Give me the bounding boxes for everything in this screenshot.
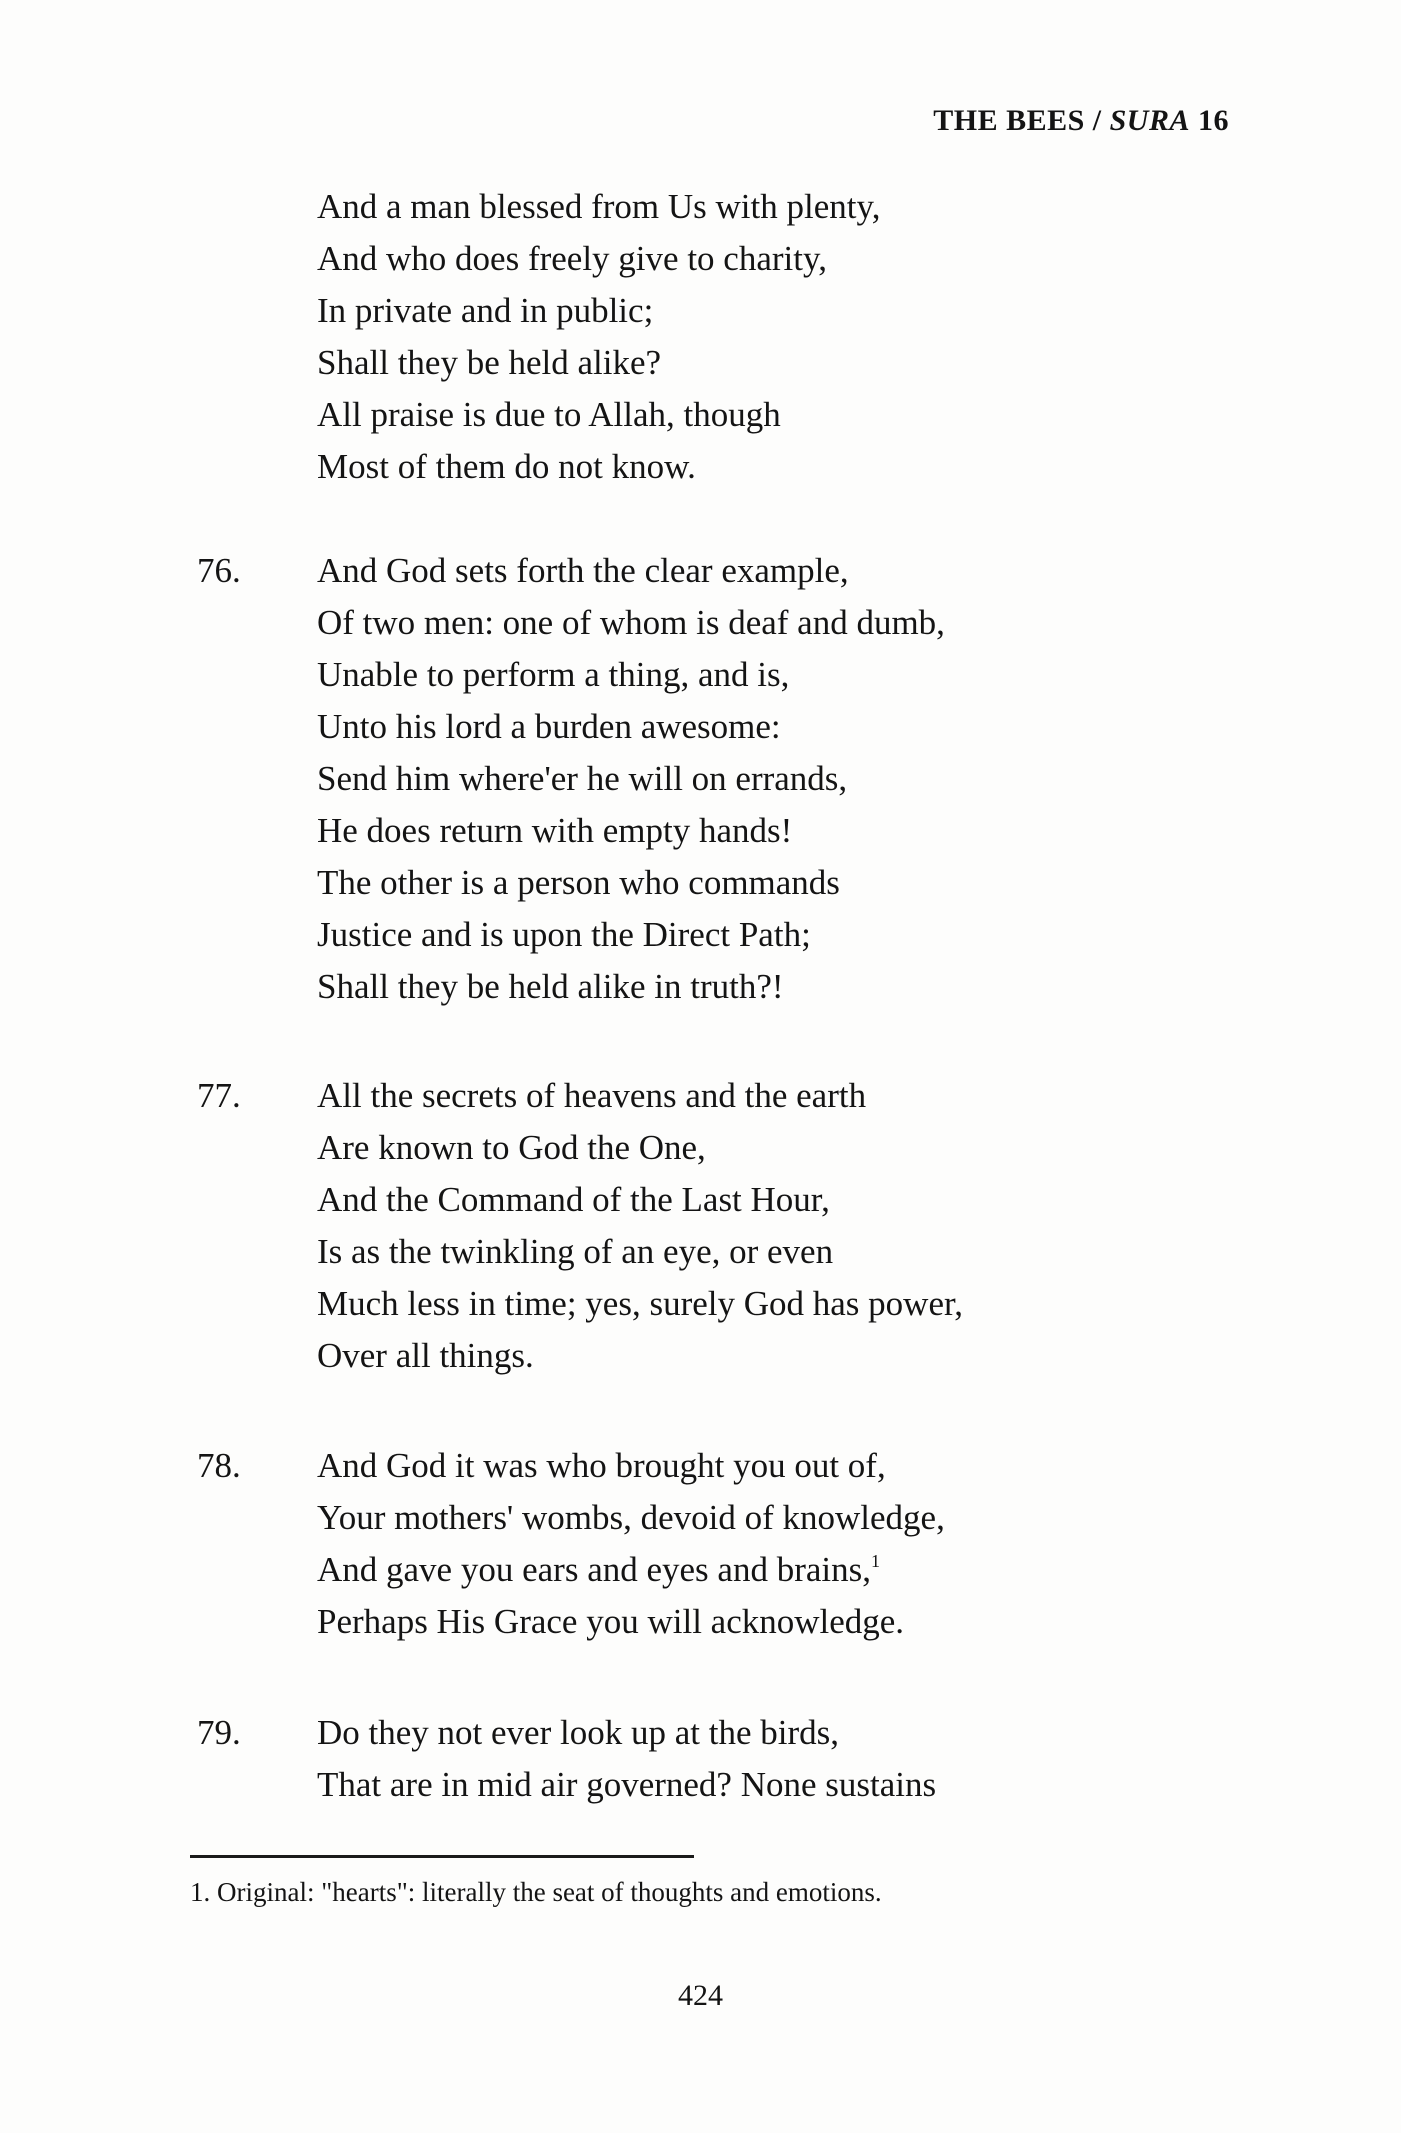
verse-line: Shall they be held alike in truth?! bbox=[317, 967, 784, 1006]
verse-line: And God it was who brought you out of, bbox=[317, 1446, 886, 1485]
verse-line: And the Command of the Last Hour, bbox=[317, 1180, 830, 1219]
verse-line: Perhaps His Grace you will acknowledge. bbox=[317, 1602, 905, 1641]
header-sura-label: SURA bbox=[1109, 104, 1190, 137]
verse-line: Unto his lord a burden awesome: bbox=[317, 707, 781, 746]
footnote: 1. Original: "hearts": literally the seat of thoughts and emotions. bbox=[190, 1877, 882, 1907]
verse-line: And God sets forth the clear example, bbox=[317, 551, 849, 590]
verse-line: Over all things. bbox=[317, 1336, 534, 1375]
footnote-marker: 1 bbox=[870, 1551, 880, 1571]
verse-line: And a man blessed from Us with plenty, bbox=[317, 187, 881, 226]
verse-line: Do they not ever look up at the birds, bbox=[317, 1713, 839, 1752]
verse-line: Of two men: one of whom is deaf and dumb, bbox=[317, 603, 945, 642]
verse-line: Unable to perform a thing, and is, bbox=[317, 655, 790, 694]
verse-number: 77. bbox=[197, 1076, 241, 1115]
header-sura-number: 16 bbox=[1190, 104, 1229, 137]
verse-line: All the secrets of heavens and the earth bbox=[317, 1076, 867, 1115]
verse-number: 78. bbox=[197, 1446, 241, 1485]
verse-line bbox=[317, 1544, 880, 1596]
verse-line: Shall they be held alike? bbox=[317, 343, 662, 382]
verse-number: 79. bbox=[197, 1713, 241, 1752]
verse-line: Are known to God the One, bbox=[317, 1128, 706, 1167]
running-header bbox=[933, 104, 1229, 138]
verse-line: Is as the twinkling of an eye, or even bbox=[317, 1232, 834, 1271]
footnote-rule bbox=[190, 1855, 694, 1858]
verse-line: That are in mid air governed? None sustains bbox=[317, 1765, 937, 1804]
page-number: 424 bbox=[678, 1979, 723, 2012]
verse-line: Most of them do not know. bbox=[317, 447, 696, 486]
verse-line: Send him where'er he will on errands, bbox=[317, 759, 848, 798]
verse-line: And who does freely give to charity, bbox=[317, 239, 827, 278]
verse-line: He does return with empty hands! bbox=[317, 811, 793, 850]
verse-line: Much less in time; yes, surely God has power, bbox=[317, 1284, 963, 1323]
verse-line: The other is a person who commands bbox=[317, 863, 840, 902]
verse-line: Your mothers' wombs, devoid of knowledge, bbox=[317, 1498, 945, 1537]
verse-line-text: And gave you ears and eyes and brains, bbox=[317, 1550, 871, 1589]
verse-line: Justice and is upon the Direct Path; bbox=[317, 915, 811, 954]
verse-line: All praise is due to Allah, though bbox=[317, 395, 781, 434]
header-title: THE BEES / bbox=[933, 104, 1110, 137]
verse-line: In private and in public; bbox=[317, 291, 654, 330]
verse-number: 76. bbox=[197, 551, 241, 590]
